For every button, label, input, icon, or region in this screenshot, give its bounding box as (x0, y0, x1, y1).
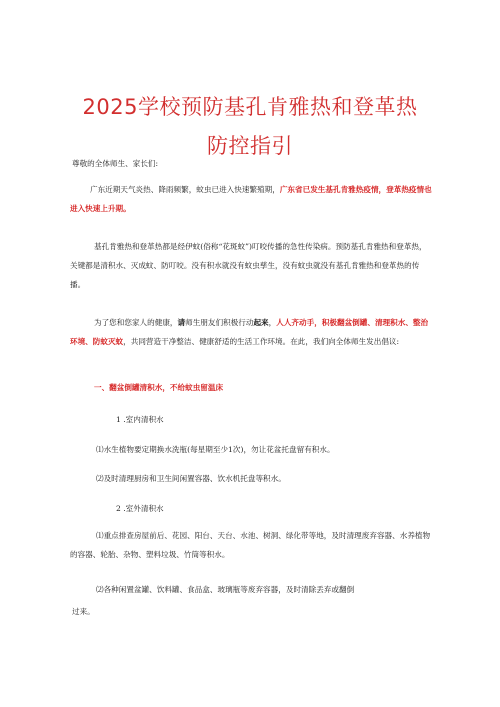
cta-text-f: ，共同营造干净整洁、健康舒适的生活工作环境。在此，我们向全体师生发出倡议: (123, 337, 400, 346)
greeting: 尊敬的全体师生、家长们: (72, 159, 159, 168)
list-item-outdoor-2-line2: 过来。 (72, 607, 95, 616)
paragraph-disease-info: 基孔肯雅热和登革热都是经伊蚊(俗称“花斑蚊”)叮咬传播的急性传染病。预防基孔肯雅热和登革热，关键都是清积水、灭成蚊、防叮咬。没有积水就没有蚊虫孳生，没有蚊虫就没有基孔肯雅热和登革热的传播。 (70, 242, 427, 289)
subsection-indoor: 1 .室内清积水 (116, 415, 164, 424)
cta-text-e: ， (268, 318, 277, 327)
list-item-indoor-2: ⑵及时清理厨房和卫生间闲置容器、饮水机托盘等积水。 (96, 474, 286, 483)
cta-text-b: 请 (177, 318, 186, 327)
cta-text-c: 师生朋友们积极行动 (185, 318, 254, 327)
intro-text: 广东近期天气炎热、降雨频繁，蚊虫已进入快速繁殖期， (90, 185, 280, 194)
list-item-indoor-1: ⑴水生植物要定期换水洗瓶(每星期至少1次)，勿让花盆托盘留有积水。 (96, 445, 335, 454)
subsection-outdoor: 2 .室外清积水 (116, 504, 164, 513)
paragraph-intro (70, 180, 432, 218)
cta-text-d: 起来 (253, 318, 269, 327)
document-title-line1: 2025学校预防基孔肯雅热和登革热 (82, 95, 418, 119)
intro-alert-text: 广东省已发生基孔肯雅热疫情，登革热疫情也进入快速上升期。 (70, 185, 432, 213)
paragraph-call-to-action (70, 313, 432, 351)
section-heading-1: 一、翻盆倒罐清积水，不给蚊虫留温床 (94, 383, 224, 392)
cta-alert-text: 人人齐动手，积极翻盆倒罐、清理积水、整治环境、防蚊灭蚊 (70, 318, 429, 346)
cta-text-a: 为了您和您家人的健康， (94, 318, 178, 327)
list-item-outdoor-2-line1: ⑵各种闲置盆罐、饮料罐、食品盒、玻璃瓶等废弃容器，及时清除丢弃或翻倒 (96, 585, 355, 594)
document-title-line2: 防控指引 (207, 134, 293, 158)
list-item-outdoor-1: ⑴重点排查房屋前后、花园、阳台、天台、水池、树洞、绿化带等地，及时清理废弃容器、水养植物的容器、轮胎、杂物、塑料垃圾、竹筒等积水。 (70, 531, 431, 559)
